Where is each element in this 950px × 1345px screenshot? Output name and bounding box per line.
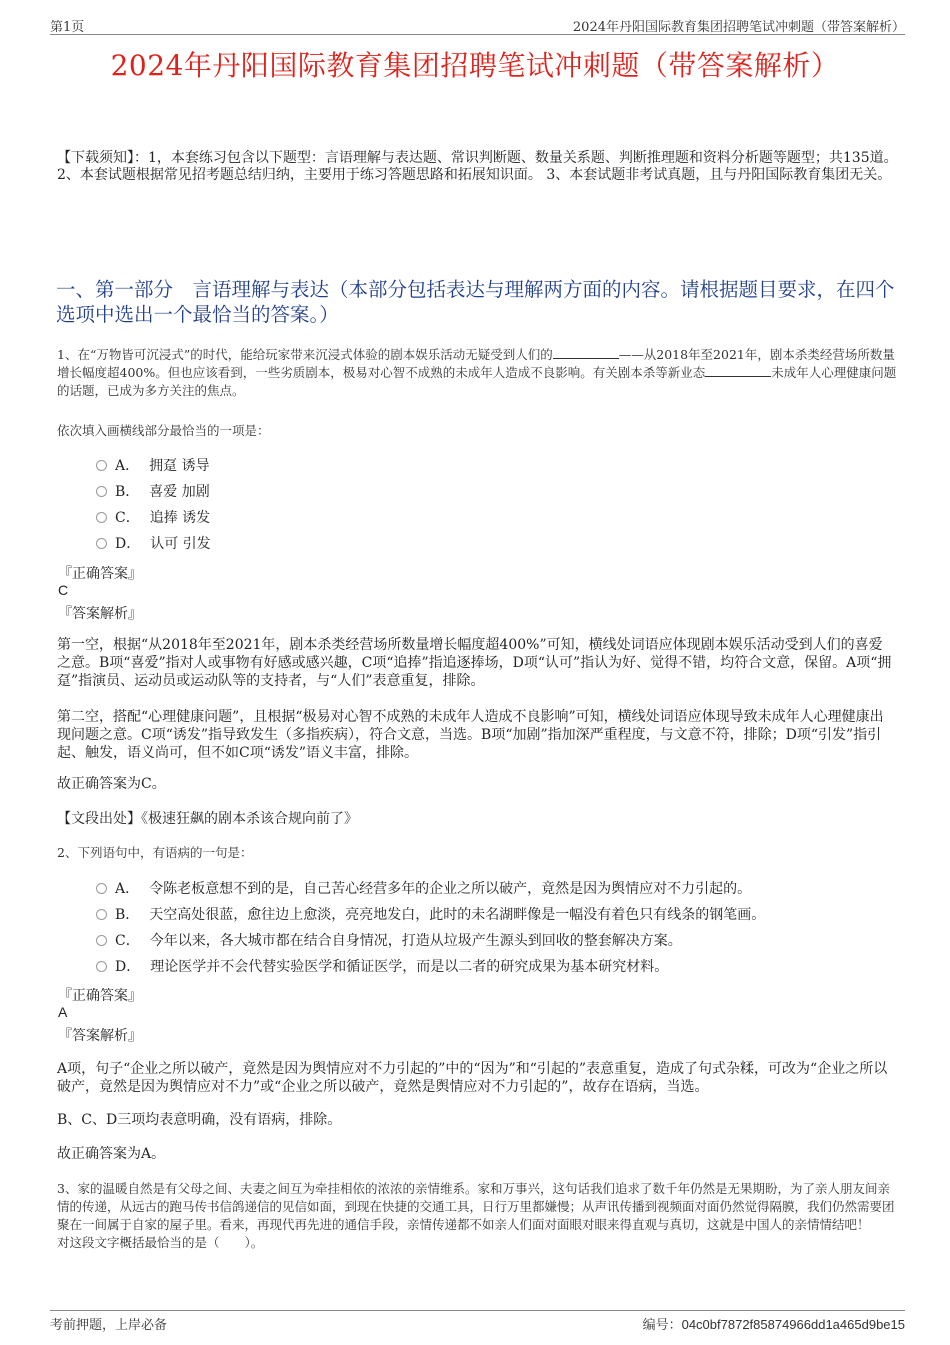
fill-blank-1 — [553, 358, 619, 359]
page-footer — [50, 1310, 905, 1333]
source-citation: 【文段出处】《极速狂飙的剧本杀该合规向前了》 — [57, 811, 358, 827]
page-header — [50, 14, 905, 35]
radio-icon[interactable] — [96, 961, 107, 972]
option-c[interactable]: C． 追捧 诱发 — [96, 505, 211, 531]
question-2-stem: 2、下列语句中，有语病的一句是： — [57, 845, 253, 860]
analysis-paragraph-2: B、C、D三项均表意明确，没有语病，排除。 — [57, 1112, 342, 1128]
analysis-label: 『答案解析』 — [58, 606, 142, 622]
question-3-text: 3、家的温暖自然是有父母之间、夫妻之间互为牵挂相依的浓浓的亲情维系。家和万事兴，这句话我们追求了数千年仍然是无果期盼，为了亲人朋友间亲情的传递，从远古的跑马传书信鸽递信的见信如面，到现在快捷的交通工具，日行万里都嫌慢；从声讯传播到视频面对面仍然觉得隔膜，我们仍然需要团聚在一间属于自家的屋子里。看来，再现代再先进的通信手段，亲情传递都不如亲人们面对面眼对眼来得直观与真切，这就是中国人的亲情情结吧！ — [57, 1181, 895, 1232]
radio-icon[interactable] — [96, 538, 107, 549]
analysis-conclusion: 故正确答案为C。 — [57, 776, 166, 792]
answer-label: 『正确答案』 — [58, 988, 142, 1004]
page-number: 第1页 — [50, 20, 85, 35]
question-1-stem — [57, 346, 899, 400]
answer-value: C — [58, 582, 69, 598]
radio-icon[interactable] — [96, 935, 107, 946]
analysis-paragraph-1: 第一空，根据“从2018年至2021年，剧本杀类经营场所数量增长幅度超400%”可知，横线处词语应体现剧本娱乐活动受到人们的喜爱之意。B项“喜爱”指对人或事物有好感或感兴趣，C项“追捧”指追逐捧场，D项“认可”指认为好、觉得不错，均符合文意，保留。A项“拥趸”指演员、运动员或运动队等的支持者，与“人们”表意重复，排除。 — [57, 637, 892, 689]
radio-icon[interactable] — [96, 883, 107, 894]
question-2-options — [96, 876, 765, 980]
section-heading: 一、第一部分 言语理解与表达（本部分包括表达与理解两方面的内容。请根据题目要求，在四个选项中选出一个最恰当的答案。） — [56, 278, 895, 326]
analysis-conclusion: 故正确答案为A。 — [57, 1146, 166, 1162]
page-title: 2024年丹阳国际教育集团招聘笔试冲刺题（带答案解析） — [110, 49, 840, 82]
q1-stem-part-c: 未成年人心理健康问题的话题，已成为多方关注的焦点。 — [57, 365, 897, 398]
document-code: 编号：04c0bf7872f85874966dd1a465d9be15 — [642, 1317, 905, 1333]
answer-label: 『正确答案』 — [58, 566, 142, 582]
download-notice: 【下载须知】：1，本套练习包含以下题型：言语理解与表达题、常识判断题、数量关系题、判断推理题和资料分析题等题型；共135道。 2、本套试题根据常见招考题总结归纳，主要用于练习答题思路和拓展知识面。 3、本套试题非考试真题，且与丹阳国际教育集团无关。 — [57, 150, 898, 183]
radio-icon[interactable] — [96, 512, 107, 523]
answer-value: A — [58, 1004, 68, 1020]
footer-slogan: 考前押题，上岸必备 — [50, 1318, 168, 1333]
option-a[interactable]: A． 拥趸 诱导 — [96, 453, 211, 479]
question-1-prompt: 依次填入画横线部分最恰当的一项是： — [57, 423, 270, 438]
option-d[interactable]: D． 理论医学并不会代替实验医学和循证医学，而是以二者的研究成果为基本研究材料。 — [96, 954, 765, 980]
question-3-prompt: 对这段文字概括最恰当的是（ ）。 — [57, 1235, 264, 1250]
fill-blank-2 — [705, 376, 771, 377]
radio-icon[interactable] — [96, 486, 107, 497]
radio-icon[interactable] — [96, 909, 107, 920]
option-c[interactable]: C． 今年以来，各大城市都在结合自身情况，打造从垃圾产生源头到回收的整套解决方案。 — [96, 928, 765, 954]
question-1-options — [96, 453, 211, 557]
q1-stem-part-a: 1、在“万物皆可沉浸式”的时代，能给玩家带来沉浸式体验的剧本娱乐活动无疑受到人们的 — [57, 347, 553, 362]
q1-stem-part-b: ——从2018年至2021年，剧本杀类经营场所数量增长幅度超400%。但也应该看到，一些劣质剧本，极易对心智不成熟的未成年人造成不良影响。有关剧本杀等新业态 — [57, 347, 895, 380]
option-b[interactable]: B． 天空高处很蓝，愈往边上愈淡，亮亮地发白，此时的未名湖畔像是一幅没有着色只有线条的钢笔画。 — [96, 902, 765, 928]
option-d[interactable]: D． 认可 引发 — [96, 531, 211, 557]
option-a[interactable]: A． 令陈老板意想不到的是，自己苦心经营多年的企业之所以破产，竟然是因为舆情应对不力引起的。 — [96, 876, 765, 902]
header-doc-title: 2024年丹阳国际教育集团招聘笔试冲刺题（带答案解析） — [572, 20, 905, 35]
question-3-stem — [57, 1180, 899, 1252]
analysis-label: 『答案解析』 — [58, 1028, 142, 1044]
option-b[interactable]: B． 喜爱 加剧 — [96, 479, 211, 505]
radio-icon[interactable] — [96, 460, 107, 471]
analysis-paragraph-1: A项，句子“企业之所以破产，竟然是因为舆情应对不力引起的”中的“因为”和“引起的”表意重复，造成了句式杂糅，可改为“企业之所以破产，竟然是因为舆情应对不力”或“企业之所以破产，竟然是舆情应对不力引起的”，故存在语病，当选。 — [57, 1061, 888, 1095]
analysis-paragraph-2: 第二空，搭配“心理健康问题”，且根据“极易对心智不成熟的未成年人造成不良影响”可知，横线处词语应体现导致未成年人心理健康出现问题之意。C项“诱发”指导致发生（多指疾病），符合文意，当选。B项“加剧”指加深严重程度，与文意不符，排除；D项“引发”指引起、触发，语义尚可，但不如C项“诱发”语义丰富，排除。 — [57, 709, 884, 761]
